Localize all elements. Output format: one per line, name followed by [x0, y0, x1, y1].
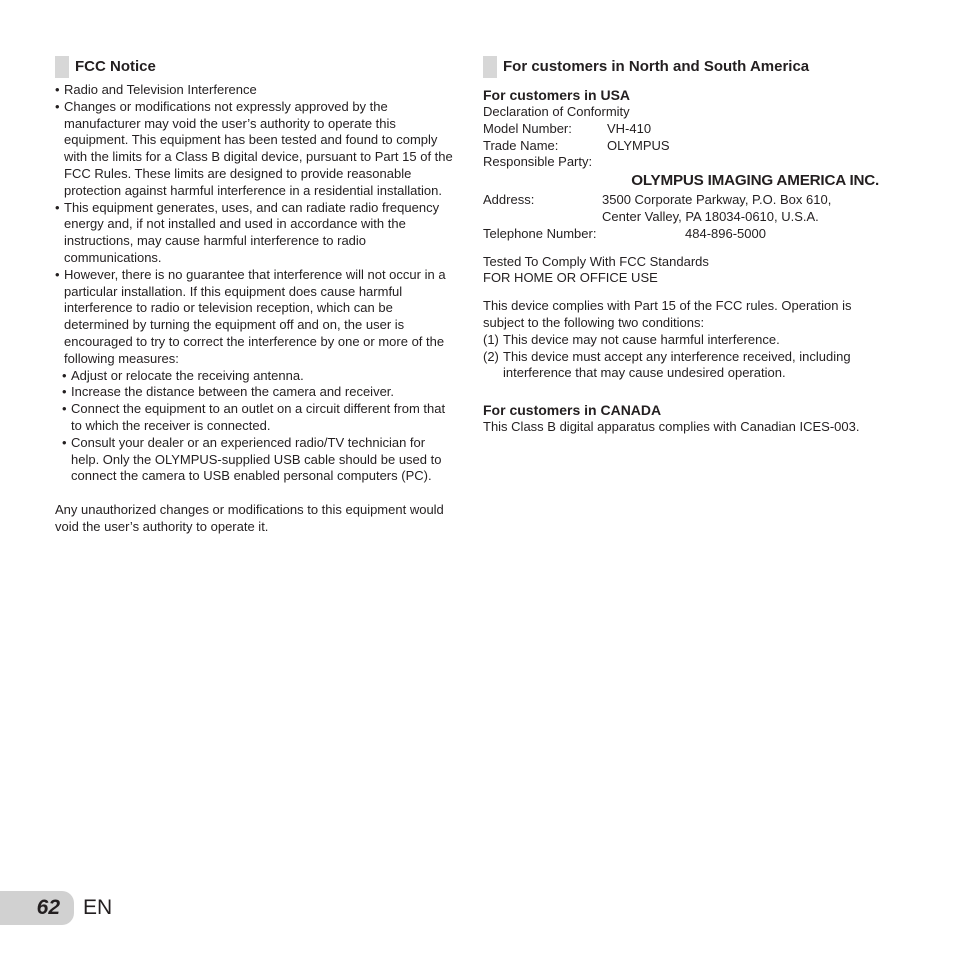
responsible-party-logo-row	[483, 171, 893, 192]
americas-column	[483, 56, 893, 436]
canada-statement: This Class B digital apparatus complies with Canadian ICES-003.	[483, 419, 860, 435]
list-item	[483, 332, 893, 349]
list-item: • However, there is no guarantee that interference will not occur in a particular installation. If this equipment does cause harmful interference to radio or television reception, which can be determined by turning the equipment off and on, the user is encouraged to try to correct the interference by one or more of the following measures:	[55, 267, 455, 368]
page-number: 62	[36, 896, 60, 919]
section-marker	[483, 56, 497, 78]
fcc-bullet-list	[55, 82, 455, 368]
part15-statement: This device complies with Part 15 of the FCC rules. Operation is subject to the following two conditions:	[483, 298, 852, 330]
telephone-label: Telephone Number:	[483, 225, 597, 241]
fcc-notice-title: FCC Notice	[75, 58, 156, 75]
fcc-notice-column	[55, 56, 455, 536]
list-item: • Adjust or relocate the receiving antenna.	[62, 368, 455, 385]
page-footer	[0, 891, 112, 925]
americas-title: For customers in North and South America	[503, 58, 810, 75]
interference-measures-list	[62, 368, 455, 486]
telephone-row	[483, 226, 893, 243]
closing-statement: Any unauthorized changes or modifications to this equipment would void the user’s authority to operate it.	[55, 501, 444, 534]
section-marker	[55, 56, 69, 78]
condition-text: This device may not cause harmful interference.	[503, 331, 780, 347]
olympus-america-logo: OLYMPUS IMAGING AMERICA INC.	[631, 173, 879, 190]
model-number-value: VH-410	[607, 120, 652, 136]
list-item: • Radio and Television Interference	[55, 82, 455, 99]
conditions-list	[483, 332, 893, 382]
model-number-row	[483, 121, 893, 138]
address-line-1: 3500 Corporate Parkway, P.O. Box 610,	[602, 192, 832, 208]
condition-number: (1)	[483, 331, 499, 347]
declaration-label: Declaration of Conformity	[483, 104, 630, 119]
list-item: • Increase the distance between the camera and receiver.	[62, 384, 455, 401]
model-number-label: Model Number:	[483, 120, 572, 136]
language-code: EN	[83, 896, 113, 919]
address-row	[483, 192, 893, 226]
condition-text: This device must accept any interference received, including interference that may cause undesired operation.	[503, 348, 851, 381]
responsible-party-label: Responsible Party:	[483, 154, 593, 170]
list-item: • Consult your dealer or an experienced radio/TV technician for help. Only the OLYMPUS-supplied USB cable should be used to connect the camera to USB enabled personal computers (PC).	[62, 435, 455, 485]
fcc-notice-header	[55, 56, 455, 78]
address-label: Address:	[483, 192, 535, 208]
canada-heading: For customers in CANADA	[483, 402, 662, 419]
trade-name-value: OLYMPUS	[607, 137, 670, 153]
list-item	[483, 349, 893, 383]
list-item: • Changes or modifications not expressly approved by the manufacturer may void the user’s authority to operate this equipment. This equipment has been tested and found to comply with the limits for a Class B digital device, pursuant to Part 15 of the FCC Rules. These limits are designed to provide reasonable protection against harmful interference in a residential installation.	[55, 99, 455, 200]
list-item: • This equipment generates, uses, and can radiate radio frequency energy and, if not installed and used in accordance with the instructions, may cause harmful interference to radio communications.	[55, 200, 455, 267]
americas-header	[483, 56, 893, 78]
tested-line-2: FOR HOME OR OFFICE USE	[483, 270, 658, 286]
list-item: • Connect the equipment to an outlet on a circuit different from that to which the receiver is connected.	[62, 401, 455, 435]
trade-name-row	[483, 138, 893, 155]
usa-heading: For customers in USA	[483, 87, 631, 103]
page-number-tab	[0, 891, 74, 925]
address-line-2: Center Valley, PA 18034-0610, U.S.A.	[602, 208, 819, 224]
tested-line-1: Tested To Comply With FCC Standards	[483, 253, 709, 269]
condition-number: (2)	[483, 348, 499, 364]
address-value	[602, 192, 893, 226]
trade-name-label: Trade Name:	[483, 137, 559, 153]
telephone-value: 484-896-5000	[685, 225, 766, 241]
